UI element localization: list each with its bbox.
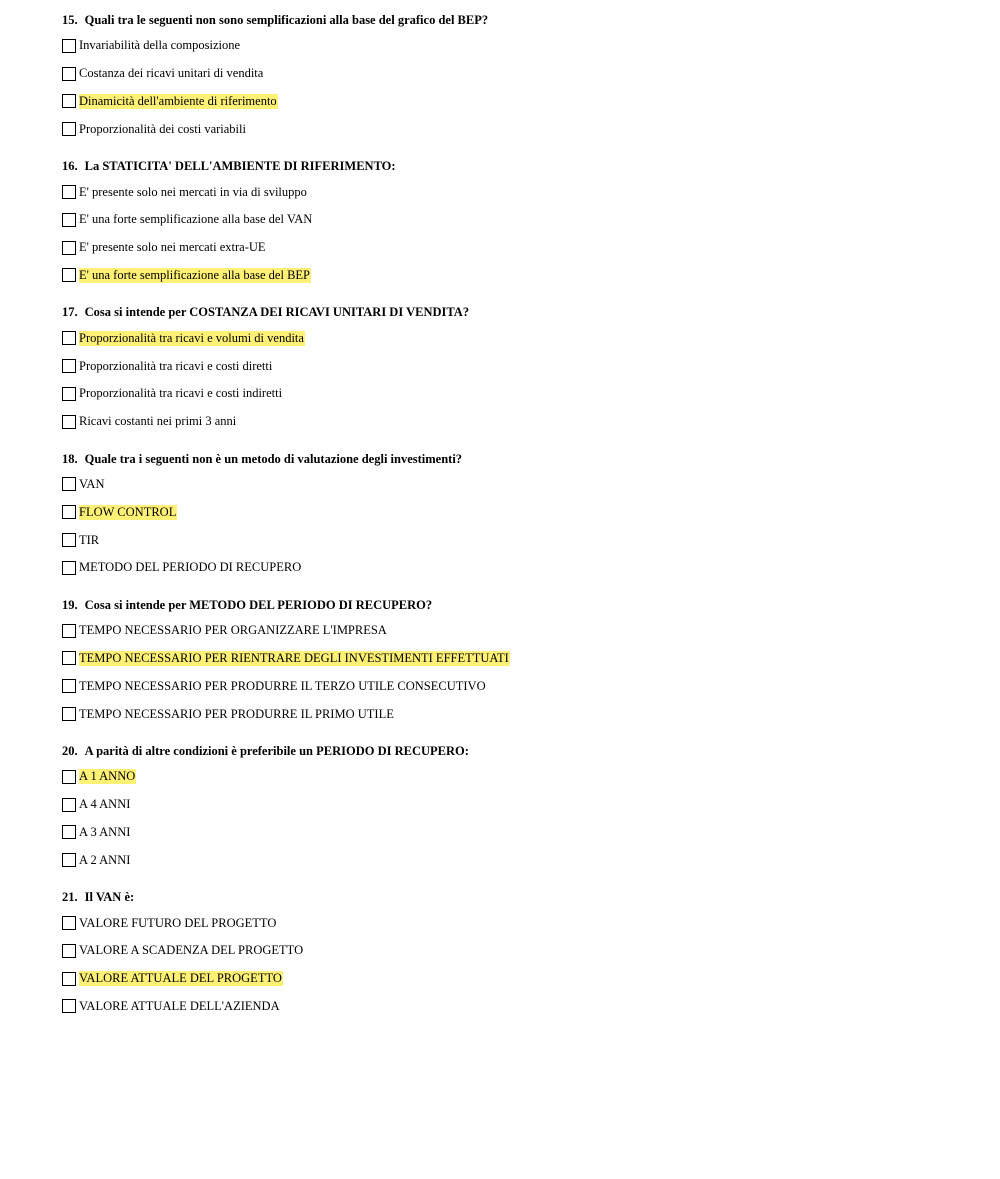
checkbox[interactable] — [62, 707, 76, 721]
question-number: 15. — [62, 13, 78, 27]
answer-label: Dinamicità dell'ambiente di riferimento — [79, 93, 277, 108]
answer-option[interactable] — [62, 262, 962, 290]
question-text: A parità di altre condizioni è preferibile un PERIODO DI RECUPERO: — [84, 743, 469, 758]
answer-label: Ricavi costanti nei primi 3 anni — [79, 414, 237, 429]
question-text: Quali tra le seguenti non sono semplificazioni alla base del grafico del BEP? — [84, 13, 489, 27]
checkbox[interactable] — [62, 798, 76, 812]
answer-label: E' presente solo nei mercati extra-UE — [79, 240, 266, 255]
answer-label: Proporzionalità dei costi variabili — [79, 121, 246, 136]
answer-option[interactable] — [62, 645, 962, 673]
answer-label: TEMPO NECESSARIO PER ORGANIZZARE L'IMPRESA — [79, 623, 387, 638]
answer-option[interactable] — [62, 115, 962, 143]
question-number: 21. — [62, 890, 78, 905]
answer-option[interactable] — [62, 88, 962, 116]
checkbox[interactable] — [62, 505, 76, 519]
checkbox[interactable] — [62, 39, 76, 53]
answer-label: TEMPO NECESSARIO PER RIENTRARE DEGLI INVESTIMENTI EFFETTUATI — [79, 650, 509, 665]
answer-option[interactable] — [62, 700, 962, 728]
answer-label: VALORE A SCADENZA DEL PROGETTO — [79, 943, 304, 958]
answer-option[interactable] — [62, 819, 962, 847]
answer-option[interactable] — [62, 380, 962, 408]
question-text: Il VAN è: — [84, 890, 135, 905]
answer-option[interactable] — [62, 352, 962, 380]
checkbox[interactable] — [62, 651, 76, 665]
question-spacer — [62, 874, 962, 887]
checkbox[interactable] — [62, 213, 76, 227]
answer-label: Proporzionalità tra ricavi e costi diretti — [79, 358, 273, 373]
answer-label: VALORE ATTUALE DEL PROGETTO — [79, 971, 282, 986]
checkbox[interactable] — [62, 94, 76, 108]
question-heading — [62, 595, 962, 615]
answer-label: Proporzionalità tra ricavi e costi indiretti — [79, 386, 283, 401]
question-18 — [62, 449, 962, 595]
answer-option[interactable] — [62, 554, 962, 582]
answer-label: A 4 ANNI — [79, 797, 131, 812]
question-spacer — [62, 436, 962, 449]
answer-label: Costanza dei ricavi unitari di vendita — [79, 66, 264, 81]
answer-option[interactable] — [62, 178, 962, 206]
checkbox[interactable] — [62, 67, 76, 81]
answer-option[interactable] — [62, 206, 962, 234]
question-spacer — [62, 728, 962, 741]
question-spacer — [62, 143, 962, 156]
question-17 — [62, 302, 962, 448]
answer-label: VALORE ATTUALE DELL'AZIENDA — [79, 998, 280, 1013]
checkbox[interactable] — [62, 477, 76, 491]
checkbox[interactable] — [62, 916, 76, 930]
question-spacer — [62, 582, 962, 595]
question-heading — [62, 10, 962, 30]
answer-option[interactable] — [62, 846, 962, 874]
checkbox[interactable] — [62, 122, 76, 136]
quiz-document — [62, 10, 962, 1020]
question-number: 20. — [62, 743, 78, 758]
answer-option[interactable] — [62, 234, 962, 262]
answer-label: A 1 ANNO — [79, 769, 136, 784]
answer-label: Invariabilità della composizione — [79, 38, 241, 53]
question-text: La STATICITA' DELL'AMBIENTE DI RIFERIMENTO: — [84, 159, 396, 174]
answer-option[interactable] — [62, 672, 962, 700]
answer-label: VALORE FUTURO DEL PROGETTO — [79, 915, 277, 930]
question-heading — [62, 302, 962, 322]
checkbox[interactable] — [62, 972, 76, 986]
answer-option[interactable] — [62, 993, 962, 1021]
question-15 — [62, 10, 962, 156]
answer-option[interactable] — [62, 937, 962, 965]
answer-label: VAN — [79, 476, 105, 491]
checkbox[interactable] — [62, 331, 76, 345]
question-20 — [62, 741, 962, 887]
checkbox[interactable] — [62, 825, 76, 839]
checkbox[interactable] — [62, 679, 76, 693]
checkbox[interactable] — [62, 241, 76, 255]
answer-option[interactable] — [62, 408, 962, 436]
answer-label: E' una forte semplificazione alla base del BEP — [79, 267, 310, 282]
checkbox[interactable] — [62, 624, 76, 638]
checkbox[interactable] — [62, 359, 76, 373]
checkbox[interactable] — [62, 853, 76, 867]
question-number: 19. — [62, 597, 78, 612]
answer-option[interactable] — [62, 471, 962, 499]
checkbox[interactable] — [62, 415, 76, 429]
answer-label: E' presente solo nei mercati in via di sviluppo — [79, 184, 307, 199]
answer-option[interactable] — [62, 526, 962, 554]
answer-option[interactable] — [62, 791, 962, 819]
question-number: 17. — [62, 305, 78, 320]
answer-label: TIR — [79, 532, 100, 547]
answer-option[interactable] — [62, 965, 962, 993]
checkbox[interactable] — [62, 561, 76, 575]
question-text: Cosa si intende per METODO DEL PERIODO DI RECUPERO? — [84, 597, 433, 612]
question-heading — [62, 156, 962, 176]
checkbox[interactable] — [62, 533, 76, 547]
answer-label: FLOW CONTROL — [79, 504, 177, 519]
answer-label: E' una forte semplificazione alla base del VAN — [79, 212, 313, 227]
question-21 — [62, 887, 962, 1020]
question-16 — [62, 156, 962, 302]
answer-option[interactable] — [62, 324, 962, 352]
answer-option[interactable] — [62, 60, 962, 88]
answer-option[interactable] — [62, 617, 962, 645]
question-number: 18. — [62, 451, 78, 466]
answer-label: A 2 ANNI — [79, 852, 131, 867]
checkbox[interactable] — [62, 185, 76, 199]
question-spacer — [62, 289, 962, 302]
question-text: Cosa si intende per COSTANZA DEI RICAVI UNITARI DI VENDITA? — [84, 305, 470, 320]
checkbox[interactable] — [62, 387, 76, 401]
checkbox[interactable] — [62, 944, 76, 958]
question-number: 16. — [62, 159, 78, 174]
answer-label: A 3 ANNI — [79, 824, 131, 839]
question-text: Quale tra i seguenti non è un metodo di valutazione degli investimenti? — [84, 451, 463, 466]
answer-label: Proporzionalità tra ricavi e volumi di vendita — [79, 330, 304, 345]
answer-label: METODO DEL PERIODO DI RECUPERO — [79, 560, 302, 575]
answer-option[interactable] — [62, 498, 962, 526]
checkbox[interactable] — [62, 999, 76, 1013]
question-heading — [62, 449, 962, 469]
answer-label: TEMPO NECESSARIO PER PRODURRE IL TERZO UTILE CONSECUTIVO — [79, 678, 486, 693]
question-heading — [62, 887, 962, 907]
question-19 — [62, 595, 962, 741]
checkbox[interactable] — [62, 268, 76, 282]
answer-option[interactable] — [62, 763, 962, 791]
question-heading — [62, 741, 962, 761]
checkbox[interactable] — [62, 770, 76, 784]
answer-label: TEMPO NECESSARIO PER PRODURRE IL PRIMO UTILE — [79, 706, 394, 721]
answer-option[interactable] — [62, 909, 962, 937]
answer-option[interactable] — [62, 32, 962, 60]
